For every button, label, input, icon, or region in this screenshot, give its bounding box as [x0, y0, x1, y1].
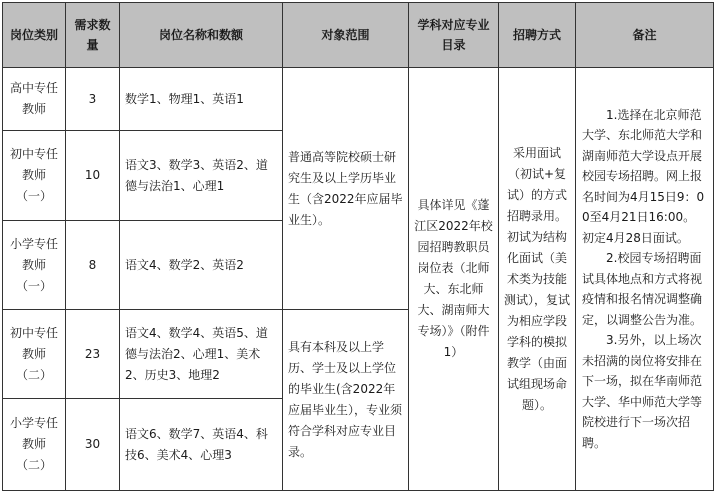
- row-category: 高中专任教师: [3, 68, 66, 131]
- target-group-1: 普通高等院校硕士研究生及以上学历毕业生（含2022年应届毕业生）。: [283, 68, 409, 310]
- row-count: 30: [66, 399, 120, 491]
- header-row: [3, 3, 714, 68]
- header-count: 需求数量: [66, 3, 120, 68]
- remark-3: 3.另外，以上场次未招满的岗位将安排在下一场，拟在华南师范大学、华中师范大学等院校进行下一场次招聘。: [582, 333, 703, 450]
- target-group-2: 具有本科及以上学历、学士及以上学位的毕业生(含2022年应届毕业生），专业须符合学科对应专业目录。: [283, 310, 409, 491]
- table-row: [3, 68, 714, 131]
- row-count: 8: [66, 221, 120, 310]
- header-category: 岗位类别: [3, 3, 66, 68]
- row-positions: 语文4、数学4、英语5、道德与法治2、心理1、美术2、历史3、地理2: [120, 310, 283, 399]
- row-positions: 语文6、数学7、英语4、科技6、美术4、心理3: [120, 399, 283, 491]
- remark-2: 2.校园专场招聘面试具体地点和方式将视疫情和报名情况调整确定，以调整公告为准。: [582, 251, 703, 327]
- recruitment-method: 采用面试（初试+复试）的方式招聘录用。初试为结构化面试（美术类为技能测试），复试为相应学段学科的模拟教学（由面试组现场命题）。: [499, 68, 576, 491]
- row-positions: 语文4、数学2、英语2: [120, 221, 283, 310]
- header-remarks: 备注: [576, 3, 714, 68]
- row-category: 小学专任教师（二）: [3, 399, 66, 491]
- row-positions: 数学1、物理1、英语1: [120, 68, 283, 131]
- subject-directory: 具体详见《蓬江区2022年校园招聘教职员岗位表（北师大、东北师大、湖南师大专场）》（附件1）: [409, 68, 499, 491]
- header-subject: 学科对应专业 目录: [409, 3, 499, 68]
- row-count: 23: [66, 310, 120, 399]
- remark-1: 1.选择在北京师范大学、东北师范大学和湖南师范大学设点开展校园专场招聘。网上报名时间为4月15日9：00至4月21日16:00。初定4月28日面试。: [582, 107, 705, 245]
- recruitment-table: [2, 2, 714, 491]
- header-method: 招聘方式: [499, 3, 576, 68]
- remarks-cell: [576, 68, 714, 491]
- row-category: 小学专任教师（一）: [3, 221, 66, 310]
- header-target: 对象范围: [283, 3, 409, 68]
- row-count: 10: [66, 131, 120, 221]
- row-category: 初中专任教师（一）: [3, 131, 66, 221]
- row-count: 3: [66, 68, 120, 131]
- row-positions: 语文3、数学3、英语2、道德与法治1、心理1: [120, 131, 283, 221]
- row-category: 初中专任教师（二）: [3, 310, 66, 399]
- header-positions: 岗位名称和数额: [120, 3, 283, 68]
